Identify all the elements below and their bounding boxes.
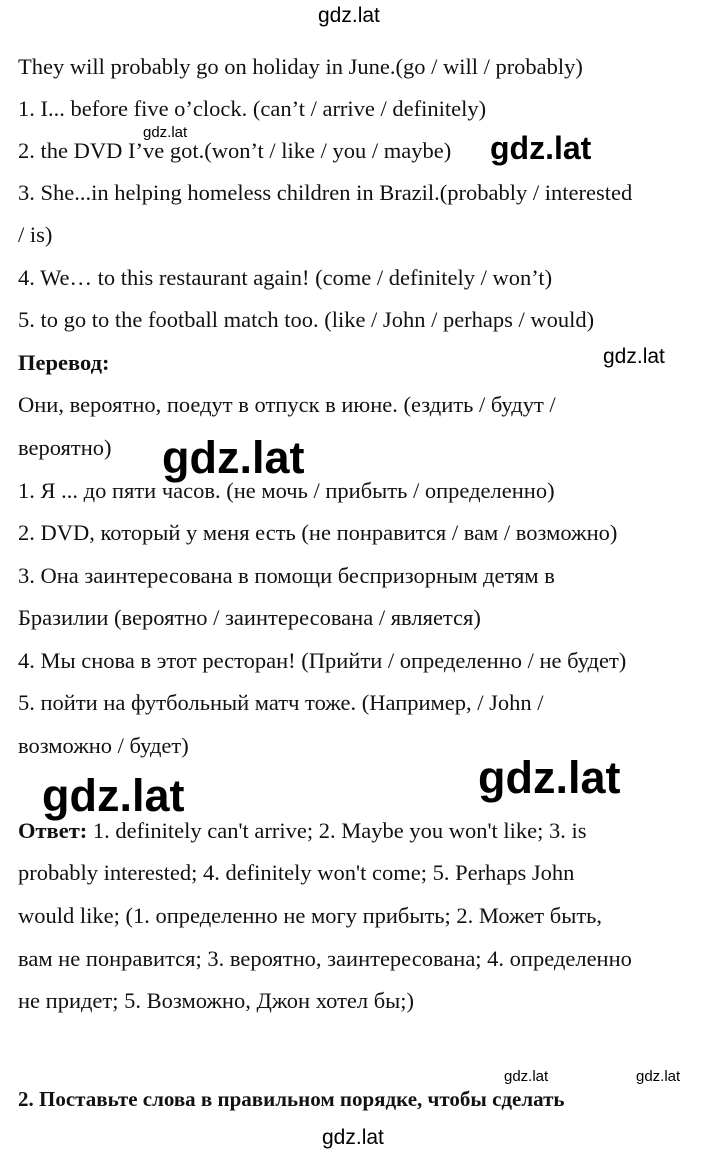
translation-heading: Перевод:: [18, 350, 110, 375]
translation-line: 1. Я ... до пяти часов. (не мочь / прибыть / определенно): [18, 478, 555, 503]
translation-line: 4. Мы снова в этот ресторан! (Прийти / определенно / не будет): [18, 648, 627, 673]
translation-line: возможно / будет): [18, 733, 189, 758]
watermark: gdz.lat: [143, 124, 188, 141]
task-line-3-cont: / is): [18, 222, 53, 247]
watermark: gdz.lat: [318, 4, 380, 27]
watermark: gdz.lat: [504, 1068, 549, 1085]
task-line-1: 1. I... before five o’clock. (can’t / arrive / definitely): [18, 96, 487, 121]
translation-line: Бразилии (вероятно / заинтересована / является): [18, 605, 481, 630]
task-line-3: 3. She...in helping homeless children in Brazil.(probably / interested: [18, 180, 633, 205]
answer-line: would like; (1. определенно не могу прибыть; 2. Может быть,: [18, 903, 603, 928]
answer-line: вам не понравится; 3. вероятно, заинтересована; 4. определенно: [18, 946, 632, 971]
answer-text: 1. definitely can't arrive; 2. Maybe you won't like; 3. is: [92, 818, 587, 843]
watermark: gdz.lat: [322, 1126, 384, 1149]
answer-label: Ответ:: [18, 818, 88, 843]
watermark: gdz.lat: [636, 1068, 681, 1085]
task-line-2: 2. the DVD I’ve got.(won’t / like / you / maybe): [18, 138, 452, 163]
translation-line: 2. DVD, который у меня есть (не понравится / вам / возможно): [18, 520, 618, 545]
watermark: gdz.lat: [603, 345, 665, 368]
watermark: gdz.lat: [478, 752, 621, 803]
answer-line: probably interested; 4. definitely won't come; 5. Perhaps John: [18, 860, 575, 885]
watermark: gdz.lat: [42, 770, 185, 821]
watermark: gdz.lat: [162, 432, 305, 483]
task-line-4: 4. We… to this restaurant again! (come / definitely / won’t): [18, 265, 553, 290]
task-line-5: 5. to go to the football match too. (like / John / perhaps / would): [18, 307, 595, 332]
next-task-heading: 2. Поставьте слова в правильном порядке, чтобы сделать: [18, 1087, 565, 1111]
answer-line: [18, 816, 587, 846]
answer-line: не придет; 5. Возможно, Джон хотел бы;): [18, 988, 415, 1013]
translation-line: 3. Она заинтересована в помощи беспризорным детям в: [18, 563, 555, 588]
translation-line: 5. пойти на футбольный матч тоже. (Например, / John /: [18, 690, 544, 715]
watermark: gdz.lat: [490, 130, 592, 166]
example-sentence: They will probably go on holiday in June.(go / will / probably): [18, 54, 583, 79]
translation-line: Они, вероятно, поедут в отпуск в июне. (ездить / будут /: [18, 392, 556, 417]
translation-line: вероятно): [18, 435, 112, 460]
